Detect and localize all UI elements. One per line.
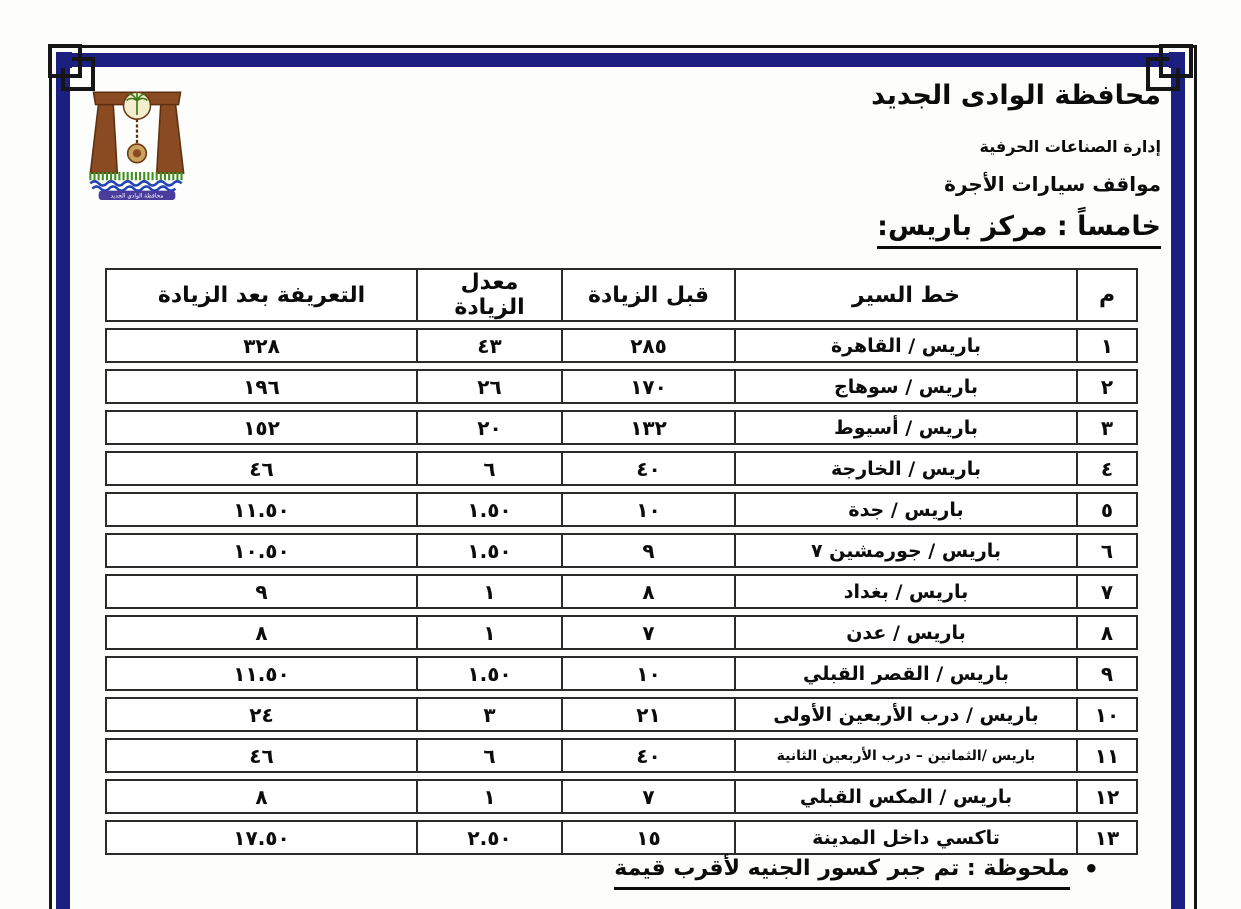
taxi-stands-subtitle: مواقف سيارات الأجرة xyxy=(944,172,1161,196)
footer-note-text: ملحوظة : تم جبر كسور الجنيه لأقرب قيمة xyxy=(614,856,1069,890)
cell-tariff-after: ١٠.٥٠ xyxy=(105,533,416,568)
cell-before-increase: ٤٠ xyxy=(561,451,734,486)
table-row xyxy=(105,697,1138,732)
col-header-number: م xyxy=(1076,268,1138,322)
cell-row-number: ٦ xyxy=(1076,533,1138,568)
cell-route: باريس /الثمانين – درب الأربعين الثانية xyxy=(734,738,1076,773)
cell-before-increase: ٩ xyxy=(561,533,734,568)
table-row xyxy=(105,738,1138,773)
cell-row-number: ٧ xyxy=(1076,574,1138,609)
cell-row-number: ٤ xyxy=(1076,451,1138,486)
cell-before-increase: ٢٨٥ xyxy=(561,328,734,363)
table-row xyxy=(105,779,1138,814)
cell-route: باريس / الخارجة xyxy=(734,451,1076,486)
col-header-before-increase: قبل الزيادة xyxy=(561,268,734,322)
governorate-logo xyxy=(85,86,189,200)
cell-tariff-after: ١٧.٥٠ xyxy=(105,820,416,855)
cell-row-number: ١ xyxy=(1076,328,1138,363)
table-row xyxy=(105,574,1138,609)
department-name: إدارة الصناعات الحرفية xyxy=(979,137,1161,156)
cell-route: باريس / بغداد xyxy=(734,574,1076,609)
cell-route: تاكسي داخل المدينة xyxy=(734,820,1076,855)
cell-route: باريس / أسيوط xyxy=(734,410,1076,445)
table-row xyxy=(105,410,1138,445)
water-waves xyxy=(90,181,181,190)
cell-before-increase: ٤٠ xyxy=(561,738,734,773)
cell-tariff-after: ١٥٢ xyxy=(105,410,416,445)
cell-increase-rate: ١ xyxy=(416,779,561,814)
cell-route: باريس / درب الأربعين الأولى xyxy=(734,697,1076,732)
cell-increase-rate: ١.٥٠ xyxy=(416,533,561,568)
cell-route: باريس / جورمشين ٧ xyxy=(734,533,1076,568)
cell-before-increase: ٧ xyxy=(561,615,734,650)
cell-before-increase: ١٣٢ xyxy=(561,410,734,445)
cell-before-increase: ٨ xyxy=(561,574,734,609)
cell-row-number: ١١ xyxy=(1076,738,1138,773)
cell-row-number: ٩ xyxy=(1076,656,1138,691)
cell-tariff-after: ١١.٥٠ xyxy=(105,492,416,527)
table-row xyxy=(105,369,1138,404)
cell-row-number: ١٣ xyxy=(1076,820,1138,855)
cell-route: باريس / المكس القبلي xyxy=(734,779,1076,814)
cell-increase-rate: ٢٠ xyxy=(416,410,561,445)
cell-before-increase: ٧ xyxy=(561,779,734,814)
cell-row-number: ٢ xyxy=(1076,369,1138,404)
cell-tariff-after: ١٩٦ xyxy=(105,369,416,404)
cell-route: باريس / عدن xyxy=(734,615,1076,650)
table-row xyxy=(105,656,1138,691)
col-header-increase-rate: معدل الزيادة xyxy=(416,268,561,322)
cell-row-number: ١٠ xyxy=(1076,697,1138,732)
cell-route: باريس / جدة xyxy=(734,492,1076,527)
cell-increase-rate: ١.٥٠ xyxy=(416,492,561,527)
cell-tariff-after: ٣٢٨ xyxy=(105,328,416,363)
table-row xyxy=(105,451,1138,486)
col-header-route: خط السير xyxy=(734,268,1076,322)
cell-tariff-after: ٨ xyxy=(105,615,416,650)
table-row xyxy=(105,328,1138,363)
table-row xyxy=(105,533,1138,568)
cell-row-number: ٨ xyxy=(1076,615,1138,650)
bullet-icon: • xyxy=(1083,855,1099,883)
cell-tariff-after: ٤٦ xyxy=(105,451,416,486)
cell-increase-rate: ٢٦ xyxy=(416,369,561,404)
cell-row-number: ٥ xyxy=(1076,492,1138,527)
section-title: خامساً : مركز باريس: xyxy=(877,211,1161,249)
cell-row-number: ١٢ xyxy=(1076,779,1138,814)
frame-left-bar xyxy=(56,53,70,909)
table-row xyxy=(105,492,1138,527)
cell-tariff-after: ١١.٥٠ xyxy=(105,656,416,691)
cell-tariff-after: ٤٦ xyxy=(105,738,416,773)
table-row xyxy=(105,820,1138,855)
cell-before-increase: ١٠ xyxy=(561,656,734,691)
cell-route: باريس / القاهرة xyxy=(734,328,1076,363)
cell-tariff-after: ٢٤ xyxy=(105,697,416,732)
col-header-tariff-after: التعريفة بعد الزيادة xyxy=(105,268,416,322)
footer-note-line xyxy=(614,855,1099,883)
governorate-name: محافظة الوادى الجديد xyxy=(871,80,1161,111)
fare-table-wrap xyxy=(105,262,1138,861)
table-body xyxy=(105,328,1138,855)
cell-increase-rate: ٣ xyxy=(416,697,561,732)
cell-increase-rate: ١ xyxy=(416,615,561,650)
cell-increase-rate: ١ xyxy=(416,574,561,609)
logo-banner-label: محافظة الوادي الجديد xyxy=(110,193,164,200)
cell-before-increase: ١٠ xyxy=(561,492,734,527)
table-header-row xyxy=(105,268,1138,322)
cell-increase-rate: ١.٥٠ xyxy=(416,656,561,691)
cell-row-number: ٣ xyxy=(1076,410,1138,445)
cell-increase-rate: ٢.٥٠ xyxy=(416,820,561,855)
cell-tariff-after: ٩ xyxy=(105,574,416,609)
frame-top-bar xyxy=(57,53,1185,67)
cell-increase-rate: ٤٣ xyxy=(416,328,561,363)
cell-before-increase: ١٥ xyxy=(561,820,734,855)
fare-table xyxy=(105,262,1138,861)
cell-increase-rate: ٦ xyxy=(416,451,561,486)
cell-route: باريس / القصر القبلي xyxy=(734,656,1076,691)
cell-route: باريس / سوهاج xyxy=(734,369,1076,404)
cell-increase-rate: ٦ xyxy=(416,738,561,773)
cell-before-increase: ٢١ xyxy=(561,697,734,732)
table-row xyxy=(105,615,1138,650)
cell-before-increase: ١٧٠ xyxy=(561,369,734,404)
frame-right-bar xyxy=(1171,53,1185,909)
cell-tariff-after: ٨ xyxy=(105,779,416,814)
